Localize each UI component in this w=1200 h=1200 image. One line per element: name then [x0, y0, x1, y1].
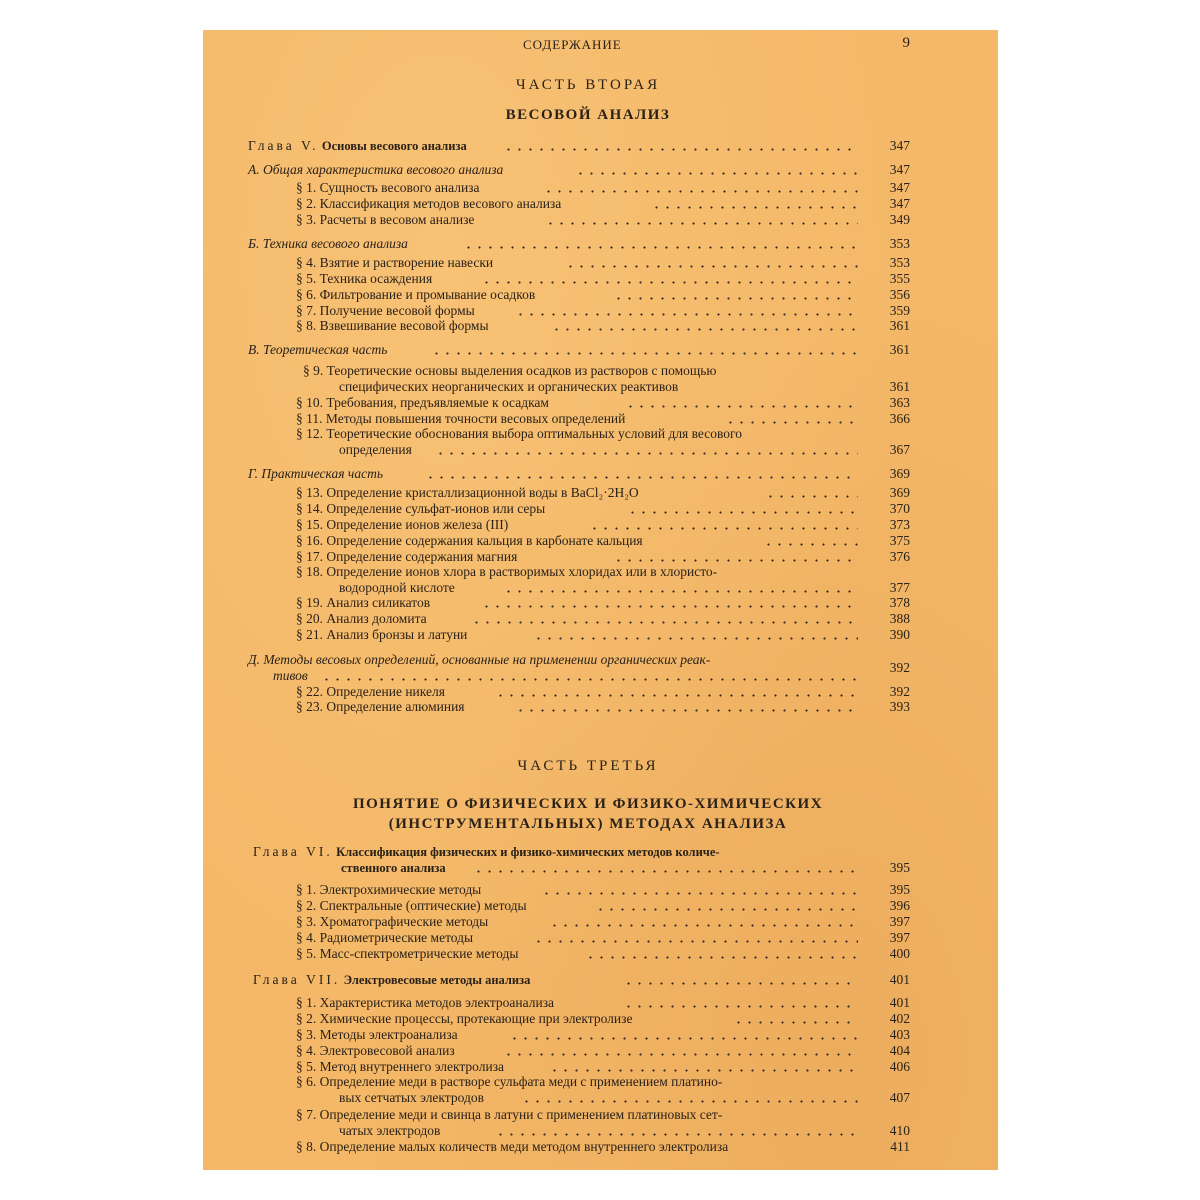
toc-item-text: § 1. Сущность весового анализа	[296, 180, 480, 195]
toc-item	[203, 1107, 998, 1139]
toc-item	[203, 501, 998, 517]
page-ref: 361	[889, 342, 910, 357]
dot-leader	[543, 190, 858, 193]
page-ref: 410	[889, 1123, 910, 1138]
toc-subsection-entry	[203, 652, 998, 684]
running-title: СОДЕРЖАНИЕ	[523, 37, 622, 52]
subsection-title: А. Общая характеристика весового анализа	[248, 162, 504, 177]
toc-item	[203, 1011, 998, 1027]
toc-item	[203, 212, 998, 228]
toc-item-text: § 17. Определение содержания магния	[296, 549, 518, 564]
toc-item-text: § 14. Определение сульфат-ионов или серы	[296, 501, 546, 516]
toc-item-text: § 3. Расчеты в весовом анализе	[296, 212, 475, 227]
toc-item	[203, 930, 998, 946]
dot-leader	[533, 637, 858, 640]
page-ref: 396	[889, 898, 910, 913]
toc-item	[203, 395, 998, 411]
dot-leader	[763, 543, 858, 546]
page-ref: 355	[889, 271, 910, 286]
dot-leader	[425, 476, 858, 479]
page-ref: 402	[889, 1011, 910, 1026]
page-ref: 404	[889, 1043, 910, 1058]
dot-leader	[509, 1037, 858, 1040]
toc-item	[203, 995, 998, 1011]
dot-leader	[541, 892, 858, 895]
dot-leader	[725, 421, 858, 424]
part-three-subtitle-line1: ПОНЯТИЕ О ФИЗИЧЕСКИХ И ФИЗИКО-ХИМИЧЕСКИХ	[352, 796, 824, 812]
dot-leader	[623, 982, 858, 985]
dot-leader	[471, 621, 858, 624]
part-three-subtitle-line2: (ИНСТРУМЕНТАЛЬНЫХ) МЕТОДАХ АНАЛИЗА	[388, 816, 788, 832]
toc-item	[203, 595, 998, 611]
page-ref: 397	[889, 914, 910, 929]
toc-item-text: § 10. Требования, предъявляемые к осадкам	[296, 395, 549, 410]
toc-item-text: § 7. Получение весовой формы	[296, 303, 475, 318]
toc-item	[203, 533, 998, 549]
page-ref: 369	[889, 466, 910, 481]
part-two-subtitle: ВЕСОВОЙ АНАЛИЗ	[505, 107, 671, 123]
dot-leader	[545, 222, 858, 225]
dot-leader	[575, 172, 858, 175]
toc-item-text-continued: определения	[339, 442, 412, 457]
dot-leader	[515, 313, 858, 316]
toc-item-text: § 20. Анализ доломита	[296, 611, 427, 626]
toc-item-text: § 23. Определение алюминия	[296, 699, 465, 714]
toc-item-text: § 9. Теоретические основы выделения осадков из растворов с помощью	[303, 363, 717, 378]
page-ref: 347	[889, 180, 910, 195]
chapter-title: Основы весового анализа	[321, 139, 467, 153]
dot-leader	[549, 1069, 858, 1072]
toc-item-text: § 7. Определение меди и свинца в латуни с применением платиновых сет-	[296, 1107, 723, 1122]
page-ref: 366	[889, 411, 910, 426]
toc-item-text: § 22. Определение никеля	[296, 684, 445, 699]
toc-item	[203, 363, 998, 395]
page-ref: 369	[889, 485, 910, 500]
toc-chapter-entry	[203, 972, 998, 988]
chapter-title: Электровесовые методы анализа	[343, 973, 531, 987]
dot-leader	[651, 206, 858, 209]
toc-item	[203, 485, 998, 501]
toc-subsection-entry	[203, 466, 998, 482]
page-ref: 407	[889, 1090, 910, 1105]
page-ref: 388	[889, 611, 910, 626]
toc-item	[203, 287, 998, 303]
page-ref: 347	[889, 196, 910, 211]
dot-leader	[503, 148, 858, 151]
chapter-prefix: Глава V.	[248, 138, 319, 153]
toc-item	[203, 271, 998, 287]
page-ref: 401	[889, 995, 910, 1010]
toc-item-text: § 12. Теоретические обоснования выбора оптимальных условий для весового	[296, 426, 742, 441]
toc-item	[203, 627, 998, 643]
toc-item	[203, 611, 998, 627]
dot-leader	[473, 870, 858, 873]
dot-leader	[733, 1021, 858, 1024]
page-ref: 411	[890, 1139, 910, 1154]
chapter-title-continued: ственного анализа	[341, 861, 446, 875]
part-two-title: ЧАСТЬ ВТОРАЯ	[515, 77, 661, 93]
subsection-title: Г. Практическая часть	[248, 466, 383, 481]
toc-chapter-entry	[203, 844, 998, 876]
toc-item	[203, 1027, 998, 1043]
page-ref: 373	[889, 517, 910, 532]
chapter-title: Классификация физических и физико-химических методов количе-	[336, 845, 720, 859]
page-ref: 353	[889, 255, 910, 270]
subsection-title: Д. Методы весовых определений, основанные на применении органических реак-	[248, 652, 711, 667]
toc-item	[203, 411, 998, 427]
toc-item	[203, 1074, 998, 1106]
subsection-title: Б. Техника весового анализа	[248, 236, 408, 251]
page-ref: 397	[889, 930, 910, 945]
toc-item-text-continued: вых сетчатых электродов	[339, 1090, 484, 1105]
dot-leader	[585, 956, 858, 959]
toc-item-text: § 3. Хроматографические методы	[296, 914, 489, 929]
toc-item-text: § 4. Взятие и растворение навески	[296, 255, 494, 270]
dot-leader	[481, 281, 858, 284]
toc-item	[203, 255, 998, 271]
toc-item-text: § 1. Электрохимические методы	[296, 882, 482, 897]
page-ref: 406	[889, 1059, 910, 1074]
toc-item	[203, 914, 998, 930]
dot-leader	[765, 495, 858, 498]
page-ref: 359	[889, 303, 910, 318]
subsection-title-continued: тивов	[273, 668, 308, 683]
page-ref: 361	[889, 379, 910, 394]
dot-leader	[623, 1005, 858, 1008]
toc-item	[203, 684, 998, 700]
page-ref: 370	[889, 501, 910, 516]
chapter-prefix: Глава VI.	[253, 844, 333, 859]
toc-item-text: § 8. Взвешивание весовой формы	[296, 318, 489, 333]
dot-leader	[321, 678, 858, 681]
toc-item-text: § 13. Определение кристаллизационной воды в BaCl₂·2H₂O	[296, 485, 639, 500]
page-ref: 400	[889, 946, 910, 961]
toc-item-text: § 16. Определение содержания кальция в карбонате кальция	[296, 533, 643, 548]
toc-item	[203, 564, 998, 596]
dot-leader	[549, 924, 858, 927]
dot-leader	[565, 265, 858, 268]
dot-leader	[481, 605, 858, 608]
toc-item-text: § 6. Фильтрование и промывание осадков	[296, 287, 536, 302]
dot-leader	[613, 559, 858, 562]
toc-item-text: § 5. Техника осаждения	[296, 271, 433, 286]
page-ref: 395	[889, 860, 910, 875]
toc-subsection-entry	[203, 162, 998, 178]
toc-item-text: § 8. Определение малых количеств меди методом внутреннего электролиза	[296, 1139, 729, 1154]
toc-item	[203, 303, 998, 319]
toc-item	[203, 196, 998, 212]
dot-leader	[435, 452, 858, 455]
page-ref: 347	[889, 138, 910, 153]
toc-item-text: § 19. Анализ силикатов	[296, 595, 431, 610]
toc-item	[203, 946, 998, 962]
page-ref: 361	[889, 318, 910, 333]
toc-item-text: § 2. Спектральные (оптические) методы	[296, 898, 527, 913]
dot-leader	[595, 908, 858, 911]
dot-leader	[625, 405, 858, 408]
chapter-prefix: Глава VII.	[253, 972, 341, 987]
toc-item	[203, 1059, 998, 1075]
dot-leader	[515, 709, 858, 712]
page-ref: 377	[889, 580, 910, 595]
toc-item-text: § 5. Масс-спектрометрические методы	[296, 946, 519, 961]
page-ref: 349	[889, 212, 910, 227]
page-ref: 378	[889, 595, 910, 610]
toc-item	[203, 426, 998, 458]
page-ref: 367	[889, 442, 910, 457]
page-ref: 390	[889, 627, 910, 642]
subsection-title: В. Теоретическая часть	[248, 342, 388, 357]
dot-leader	[495, 694, 858, 697]
toc-item-text: § 15. Определение ионов железа (III)	[296, 517, 509, 532]
toc-subsection-entry	[203, 342, 998, 358]
toc-item-text: § 2. Химические процессы, протекающие при электролизе	[296, 1011, 633, 1026]
toc-item	[203, 898, 998, 914]
toc-item-text: § 5. Метод внутреннего электролиза	[296, 1059, 505, 1074]
dot-leader	[503, 590, 858, 593]
dot-leader	[463, 246, 858, 249]
toc-item-text: § 4. Радиометрические методы	[296, 930, 474, 945]
toc-item	[203, 1139, 998, 1155]
toc-item-text: § 4. Электровесовой анализ	[296, 1043, 455, 1058]
page-number: 9	[902, 35, 910, 51]
page-ref: 353	[889, 236, 910, 251]
dot-leader	[551, 328, 858, 331]
page-ref: 392	[889, 684, 910, 699]
toc-chapter-entry	[203, 138, 998, 154]
page-ref: 392	[889, 660, 910, 675]
toc-item-text-continued: специфических неорганических и органических реактивов	[339, 379, 679, 394]
page-ref: 376	[889, 549, 910, 564]
page-ref: 395	[889, 882, 910, 897]
page-ref: 375	[889, 533, 910, 548]
dot-leader	[431, 352, 858, 355]
toc-item	[203, 549, 998, 565]
toc-item-text: § 18. Определение ионов хлора в растворимых хлоридах или в хлористо-	[296, 564, 718, 579]
page-ref: 363	[889, 395, 910, 410]
toc-item	[203, 882, 998, 898]
dot-leader	[613, 297, 858, 300]
page-ref: 347	[889, 162, 910, 177]
dot-leader	[503, 1053, 858, 1056]
page-ref: 401	[889, 972, 910, 987]
toc-item-text-continued: чатых электродов	[339, 1123, 441, 1138]
toc-item-text: § 6. Определение меди в растворе сульфата меди с применением платино-	[296, 1074, 723, 1089]
toc-item-text: § 21. Анализ бронзы и латуни	[296, 627, 468, 642]
dot-leader	[589, 527, 858, 530]
book-page	[203, 30, 998, 1170]
toc-item-text: § 1. Характеристика методов электроанализа	[296, 995, 555, 1010]
toc-item	[203, 699, 998, 715]
dot-leader	[627, 511, 858, 514]
toc-item	[203, 1043, 998, 1059]
dot-leader	[495, 1133, 858, 1136]
toc-item-text: § 11. Методы повышения точности весовых определений	[296, 411, 626, 426]
toc-item	[203, 318, 998, 334]
toc-item-text: § 3. Методы электроанализа	[296, 1027, 458, 1042]
dot-leader	[521, 1100, 858, 1103]
part-three-title: ЧАСТЬ ТРЕТЬЯ	[517, 758, 659, 774]
dot-leader	[533, 940, 858, 943]
toc-item	[203, 180, 998, 196]
page-ref: 356	[889, 287, 910, 302]
toc-item	[203, 517, 998, 533]
toc-item-text-continued: водородной кислоте	[339, 580, 455, 595]
toc-subsection-entry	[203, 236, 998, 252]
page-ref: 403	[889, 1027, 910, 1042]
page-ref: 393	[889, 699, 910, 714]
toc-item-text: § 2. Классификация методов весового анализа	[296, 196, 562, 211]
